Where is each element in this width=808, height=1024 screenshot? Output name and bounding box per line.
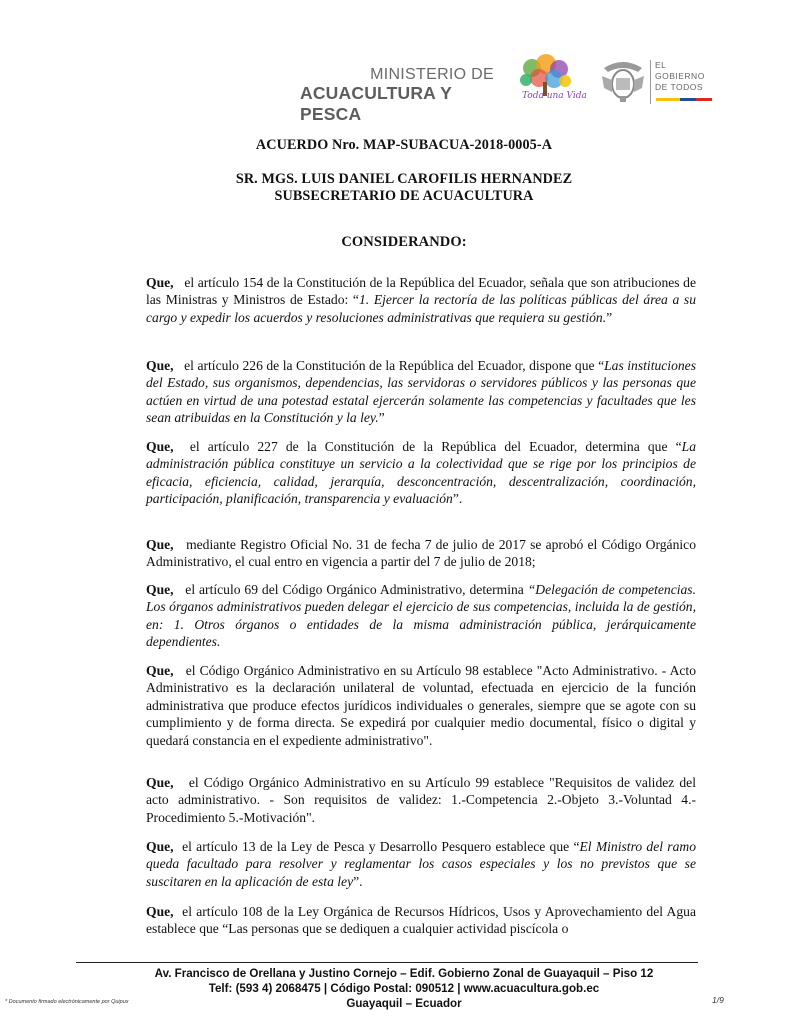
ministry-logo	[300, 66, 500, 124]
gobierno-line1: EL	[655, 60, 667, 70]
que-label: Que,	[146, 275, 174, 290]
toda-una-vida-text: Toda una Vida	[522, 91, 587, 101]
paragraph-tail: ”	[606, 309, 613, 325]
paragraph-text: el Código Orgánico Administrativo en su Artículo 99 establece "Requisitos de validez del acto administrativo. - Son requisitos de validez: 1.-Competencia 2.-Objeto 3.-Voluntad 4.-Procedimiento 5.-Motivación".	[146, 775, 696, 825]
que-label: Que,	[146, 663, 174, 678]
logo-divider	[650, 60, 651, 104]
footer-divider	[76, 962, 698, 963]
considerando-paragraph-9	[146, 903, 696, 938]
que-label: Que,	[146, 358, 174, 373]
official-position: SUBSECRETARIO DE ACUACULTURA	[274, 188, 534, 204]
ministry-logo-line1: MINISTERIO DE	[370, 66, 494, 83]
paragraph-text: el Código Orgánico Administrativo en su Artículo 98 establece "Acto Administrativo. - Acto Administrativo es la declaración unilateral de voluntad, efectuada en ejercicio de la función administrativa que produce efectos jurídicos individuales o generales, siempre que se agote con su cumplimiento y de forma directa. Se expedirá por cualquier medio documental, físico o digital y quedará constancia en el expediente administrativo".	[146, 663, 696, 748]
considerando-paragraph-8	[146, 838, 696, 890]
considerando-paragraph-3	[146, 438, 696, 508]
paragraph-tail: ”	[378, 410, 385, 426]
gobierno-line3: DE TODOS	[655, 82, 704, 92]
gobierno-line2: GOBIERNO	[655, 71, 705, 81]
que-label: Que,	[146, 839, 174, 854]
paragraph-quote: “Delegación de competencias. Los órganos administrativos pueden delegar el ejercicio de sus competencias, incluida la de gestión, en: 1. Otros órganos o entidades de la misma administración pública, jerárquicamente dependientes.	[146, 582, 696, 650]
paragraph-text: el artículo 227 de la Constitución de la República del Ecuador, determina que “	[189, 439, 682, 454]
paragraph-text: el artículo 154 de la Constitución de la República del Ecuador, señala que son atribuciones de las Ministras y Ministros de Estado: “	[146, 275, 697, 308]
footer-contact: Telf: (593 4) 2068475 | Código Postal: 090512 | www.acuacultura.gob.ec	[208, 982, 600, 995]
considerando-paragraph-2	[146, 357, 696, 427]
electronic-signature-note: * Documento firmado electrónicamente por Quipux	[5, 999, 129, 1005]
ecuador-coat-of-arms-icon	[598, 58, 648, 104]
paragraph-text: el artículo 108 de la Ley Orgánica de Recursos Hídricos, Usos y Aprovechamiento del Agua establece que “Las personas que se dediquen a cualquier actividad piscícola o	[146, 904, 697, 937]
flag-stripe	[656, 98, 712, 101]
paragraph-text: el artículo 226 de la Constitución de la República del Ecuador, dispone que “	[184, 358, 605, 373]
que-label: Que,	[146, 775, 174, 790]
que-label: Que,	[146, 904, 174, 919]
paragraph-tail: ”.	[452, 491, 463, 507]
considerando-paragraph-6	[146, 662, 696, 749]
footer-address: Av. Francisco de Orellana y Justino Cornejo – Edif. Gobierno Zonal de Guayaquil – Piso 12	[154, 967, 654, 980]
ministry-logo-line2: ACUACULTURA Y PESCA	[300, 83, 452, 124]
paragraph-text: mediante Registro Oficial No. 31 de fecha 7 de julio de 2017 se aprobó el Código Orgánico Administrativo, el cual entro en vigencia a partir del 7 de julio de 2018;	[146, 537, 696, 570]
paragraph-text: el artículo 69 del Código Orgánico Administrativo, determina	[185, 582, 528, 597]
paragraph-text: el artículo 13 de la Ley de Pesca y Desarrollo Pesquero establece que “	[182, 839, 580, 854]
que-label: Que,	[146, 582, 174, 597]
considerando-paragraph-4	[146, 536, 696, 571]
paragraph-quote: La administración pública constituye un servicio a la colectividad que se rige por los principios de eficacia, eficiencia, calidad, jerarquía, desconcentración, descentralización, coordinación, participación, planificación, transparencia y evaluación	[146, 439, 696, 507]
gobierno-text	[655, 60, 705, 93]
gobierno-logo	[598, 58, 730, 104]
paragraph-quote: El Ministro del ramo queda facultado para resolver y reglamentar los casos especiales y los no previstos que se suscitaren en la aplicación de esta ley	[146, 839, 696, 889]
considerando-paragraph-5	[146, 581, 696, 651]
footer-city: Guayaquil – Ecuador	[346, 997, 462, 1010]
considerando-paragraph-1	[146, 274, 696, 326]
toda-una-vida-logo	[512, 54, 587, 110]
paragraph-tail: ”.	[353, 873, 363, 889]
que-label: Que,	[146, 537, 174, 552]
official-name: SR. MGS. LUIS DANIEL CAROFILIS HERNANDEZ	[235, 171, 573, 187]
acuerdo-number: ACUERDO Nro. MAP-SUBACUA-2018-0005-A	[255, 137, 553, 153]
que-label: Que,	[146, 439, 174, 454]
paragraph-quote: 1. Ejercer la rectoría de las políticas públicas del área a su cargo y expedir los acuerdos y resoluciones administrativas que requiera su gestión.	[146, 292, 697, 325]
paragraph-quote: Las instituciones del Estado, sus organismos, dependencias, las servidoras o servidores públicos y las personas que actúen en virtud de una potestad estatal ejercerán solamente las competencias y facultades que les sean atribuidas en la Constitución y la ley.	[146, 358, 696, 426]
considerando-paragraph-7	[146, 774, 696, 826]
tree-logo-icon	[512, 54, 587, 110]
considerando-heading: CONSIDERANDO:	[341, 234, 467, 250]
page-number: 1/9	[712, 995, 724, 1005]
